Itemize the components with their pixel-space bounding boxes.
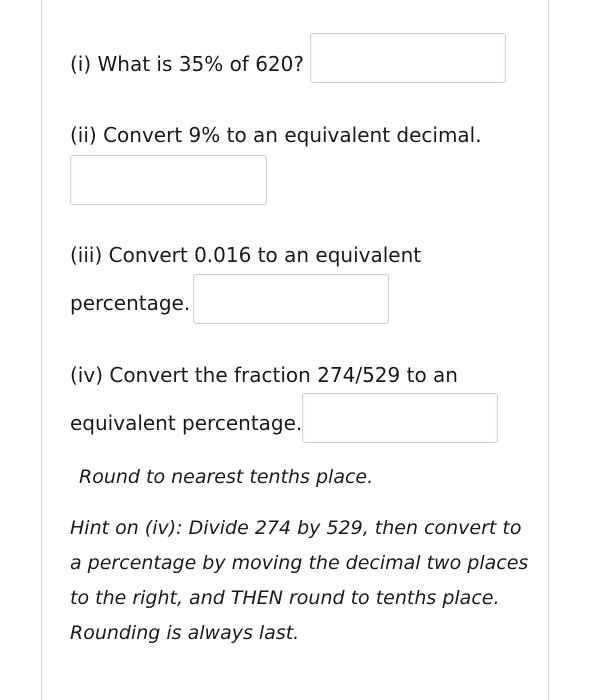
question-iv-text-cont: equivalent percentage. [70,411,303,435]
answer-ii-input[interactable] [70,155,267,205]
answer-iii-input[interactable] [193,274,389,324]
question-i-text: (i) What is 35% of 620? [70,52,304,76]
hint-line-4: Rounding is always last. [70,622,300,644]
answer-iv-input[interactable] [302,393,498,443]
hint-line-3: to the right, and THEN round to tenths place. [70,587,500,609]
question-iii-text-cont: percentage. [70,291,191,315]
round-note: Round to nearest tenths place. [79,466,374,488]
hint-line-2: a percentage by moving the decimal two places [70,552,529,574]
question-ii-text: (ii) Convert 9% to an equivalent decimal. [70,123,482,147]
hint-line-1: Hint on (iv): Divide 274 by 529, then convert to [70,517,522,539]
question-iii-text: (iii) Convert 0.016 to an equivalent [70,243,422,267]
question-iv-text: (iv) Convert the fraction 274/529 to an [70,363,458,387]
answer-i-input[interactable] [310,33,506,83]
